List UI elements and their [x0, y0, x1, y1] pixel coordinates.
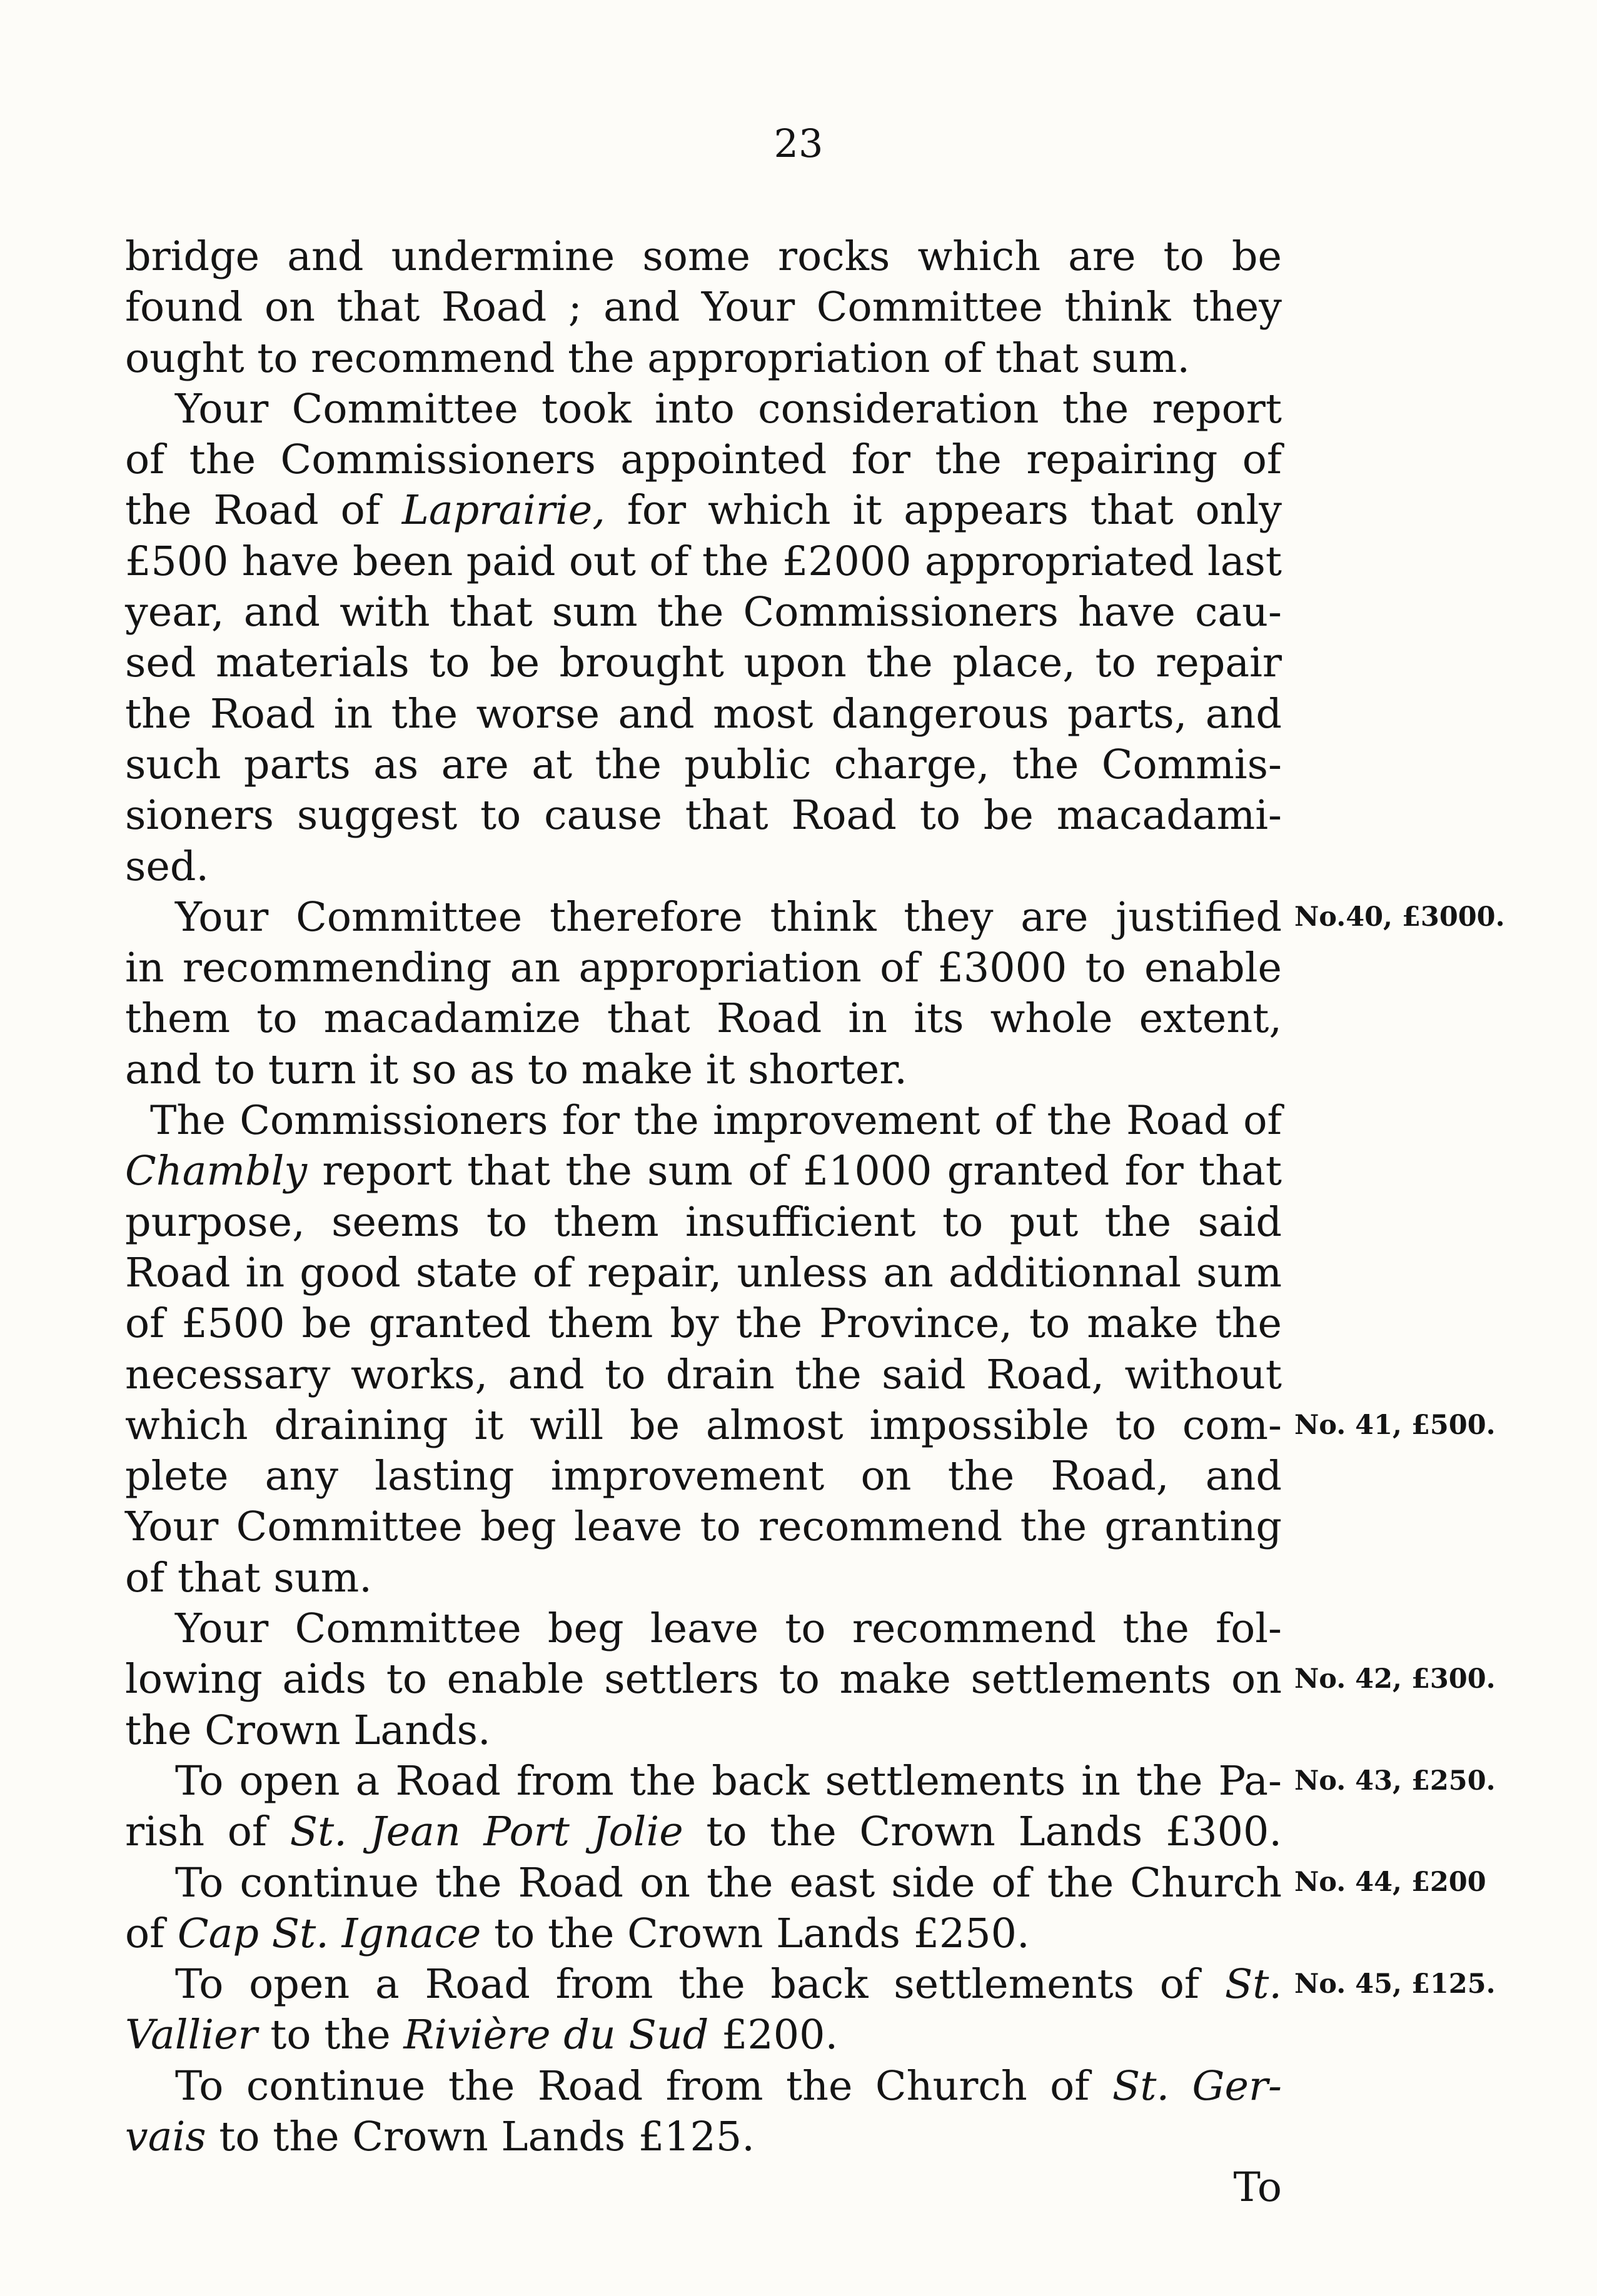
text-line: Road in good state of repair, unless an additionnal sum: [125, 1249, 1282, 1296]
text-line: necessary works, and to drain the said Road, without: [125, 1351, 1282, 1398]
text-line: of that sum.: [125, 1554, 372, 1602]
text-line: of the Commissioners appointed for the repairing of: [125, 436, 1282, 484]
text-line: Chambly report that the sum of £1000 granted for that: [125, 1148, 1282, 1195]
text-line: sioners suggest to cause that Road to be macadami-: [125, 792, 1282, 840]
page-number: 23: [773, 121, 824, 166]
text-line: Your Committee took into consideration the report: [175, 385, 1282, 433]
margin-note: No.40, £3000.: [1294, 901, 1505, 933]
text-line: To open a Road from the back settlements of St.: [175, 1961, 1282, 2008]
text-line: found on that Road ; and Your Committee think they: [125, 284, 1282, 331]
text-line: Your Committee therefore think they are justified: [175, 893, 1282, 941]
text-line: sed materials to be brought upon the place, to repair: [125, 639, 1282, 687]
text-line: and to turn it so as to make it shorter.: [125, 1046, 907, 1093]
text-line: The Commissioners for the improvement of the Road of: [150, 1097, 1282, 1144]
text-line: ought to recommend the appropriation of that sum.: [125, 334, 1191, 382]
margin-note: No. 44, £200: [1294, 1867, 1486, 1898]
text-line: in recommending an appropriation of £3000 to enable: [125, 945, 1282, 992]
text-line: £500 have been paid out of the £2000 appropriated last: [125, 538, 1282, 585]
text-line: the Road in the worse and most dangerous parts, and: [125, 690, 1282, 738]
text-line: sed.: [125, 843, 209, 890]
text-line: Vallier to the Rivière du Sud £200.: [125, 2012, 839, 2059]
text-line: of Cap St. Ignace to the Crown Lands £250.: [125, 1910, 1030, 1957]
margin-note: No. 43, £250.: [1294, 1765, 1496, 1797]
text-line: lowing aids to enable settlers to make settlements on: [125, 1656, 1282, 1703]
margin-note: No. 41, £500.: [1294, 1410, 1496, 1441]
text-line: such parts as are at the public charge, the Commis-: [125, 741, 1282, 788]
text-line: To continue the Road on the east side of the Church: [175, 1859, 1282, 1907]
text-line: purpose, seems to them insufficient to put the said: [125, 1198, 1282, 1246]
catchword: To: [1233, 2164, 1282, 2212]
text-line: Your Committee beg leave to recommend the granting: [125, 1503, 1282, 1551]
text-line: To open a Road from the back settlements in the Pa-: [175, 1757, 1282, 1805]
margin-note: No. 42, £300.: [1294, 1663, 1496, 1695]
text-line: bridge and undermine some rocks which are to be: [125, 233, 1282, 280]
text-line: the Crown Lands.: [125, 1707, 491, 1754]
text-line: the Road of Laprairie, for which it appears that only: [125, 487, 1282, 534]
text-line: them to macadamize that Road in its whole extent,: [125, 995, 1282, 1043]
text-line: which draining it will be almost impossible to com-: [125, 1401, 1282, 1449]
text-line: vais to the Crown Lands £125.: [125, 2113, 755, 2160]
margin-note: No. 45, £125.: [1294, 1968, 1496, 2000]
text-line: year, and with that sum the Commissioners have cau-: [125, 589, 1282, 636]
body-text: [125, 231, 1282, 2213]
text-line: Your Committee beg leave to recommend the fol-: [175, 1605, 1282, 1653]
text-line: of £500 be granted them by the Province, to make the: [125, 1300, 1282, 1348]
text-line: To continue the Road from the Church of St. Ger-: [175, 2062, 1282, 2110]
text-line: plete any lasting improvement on the Road, and: [125, 1453, 1282, 1500]
text-line: rish of St. Jean Port Jolie to the Crown Lands £300.: [125, 1808, 1282, 1856]
